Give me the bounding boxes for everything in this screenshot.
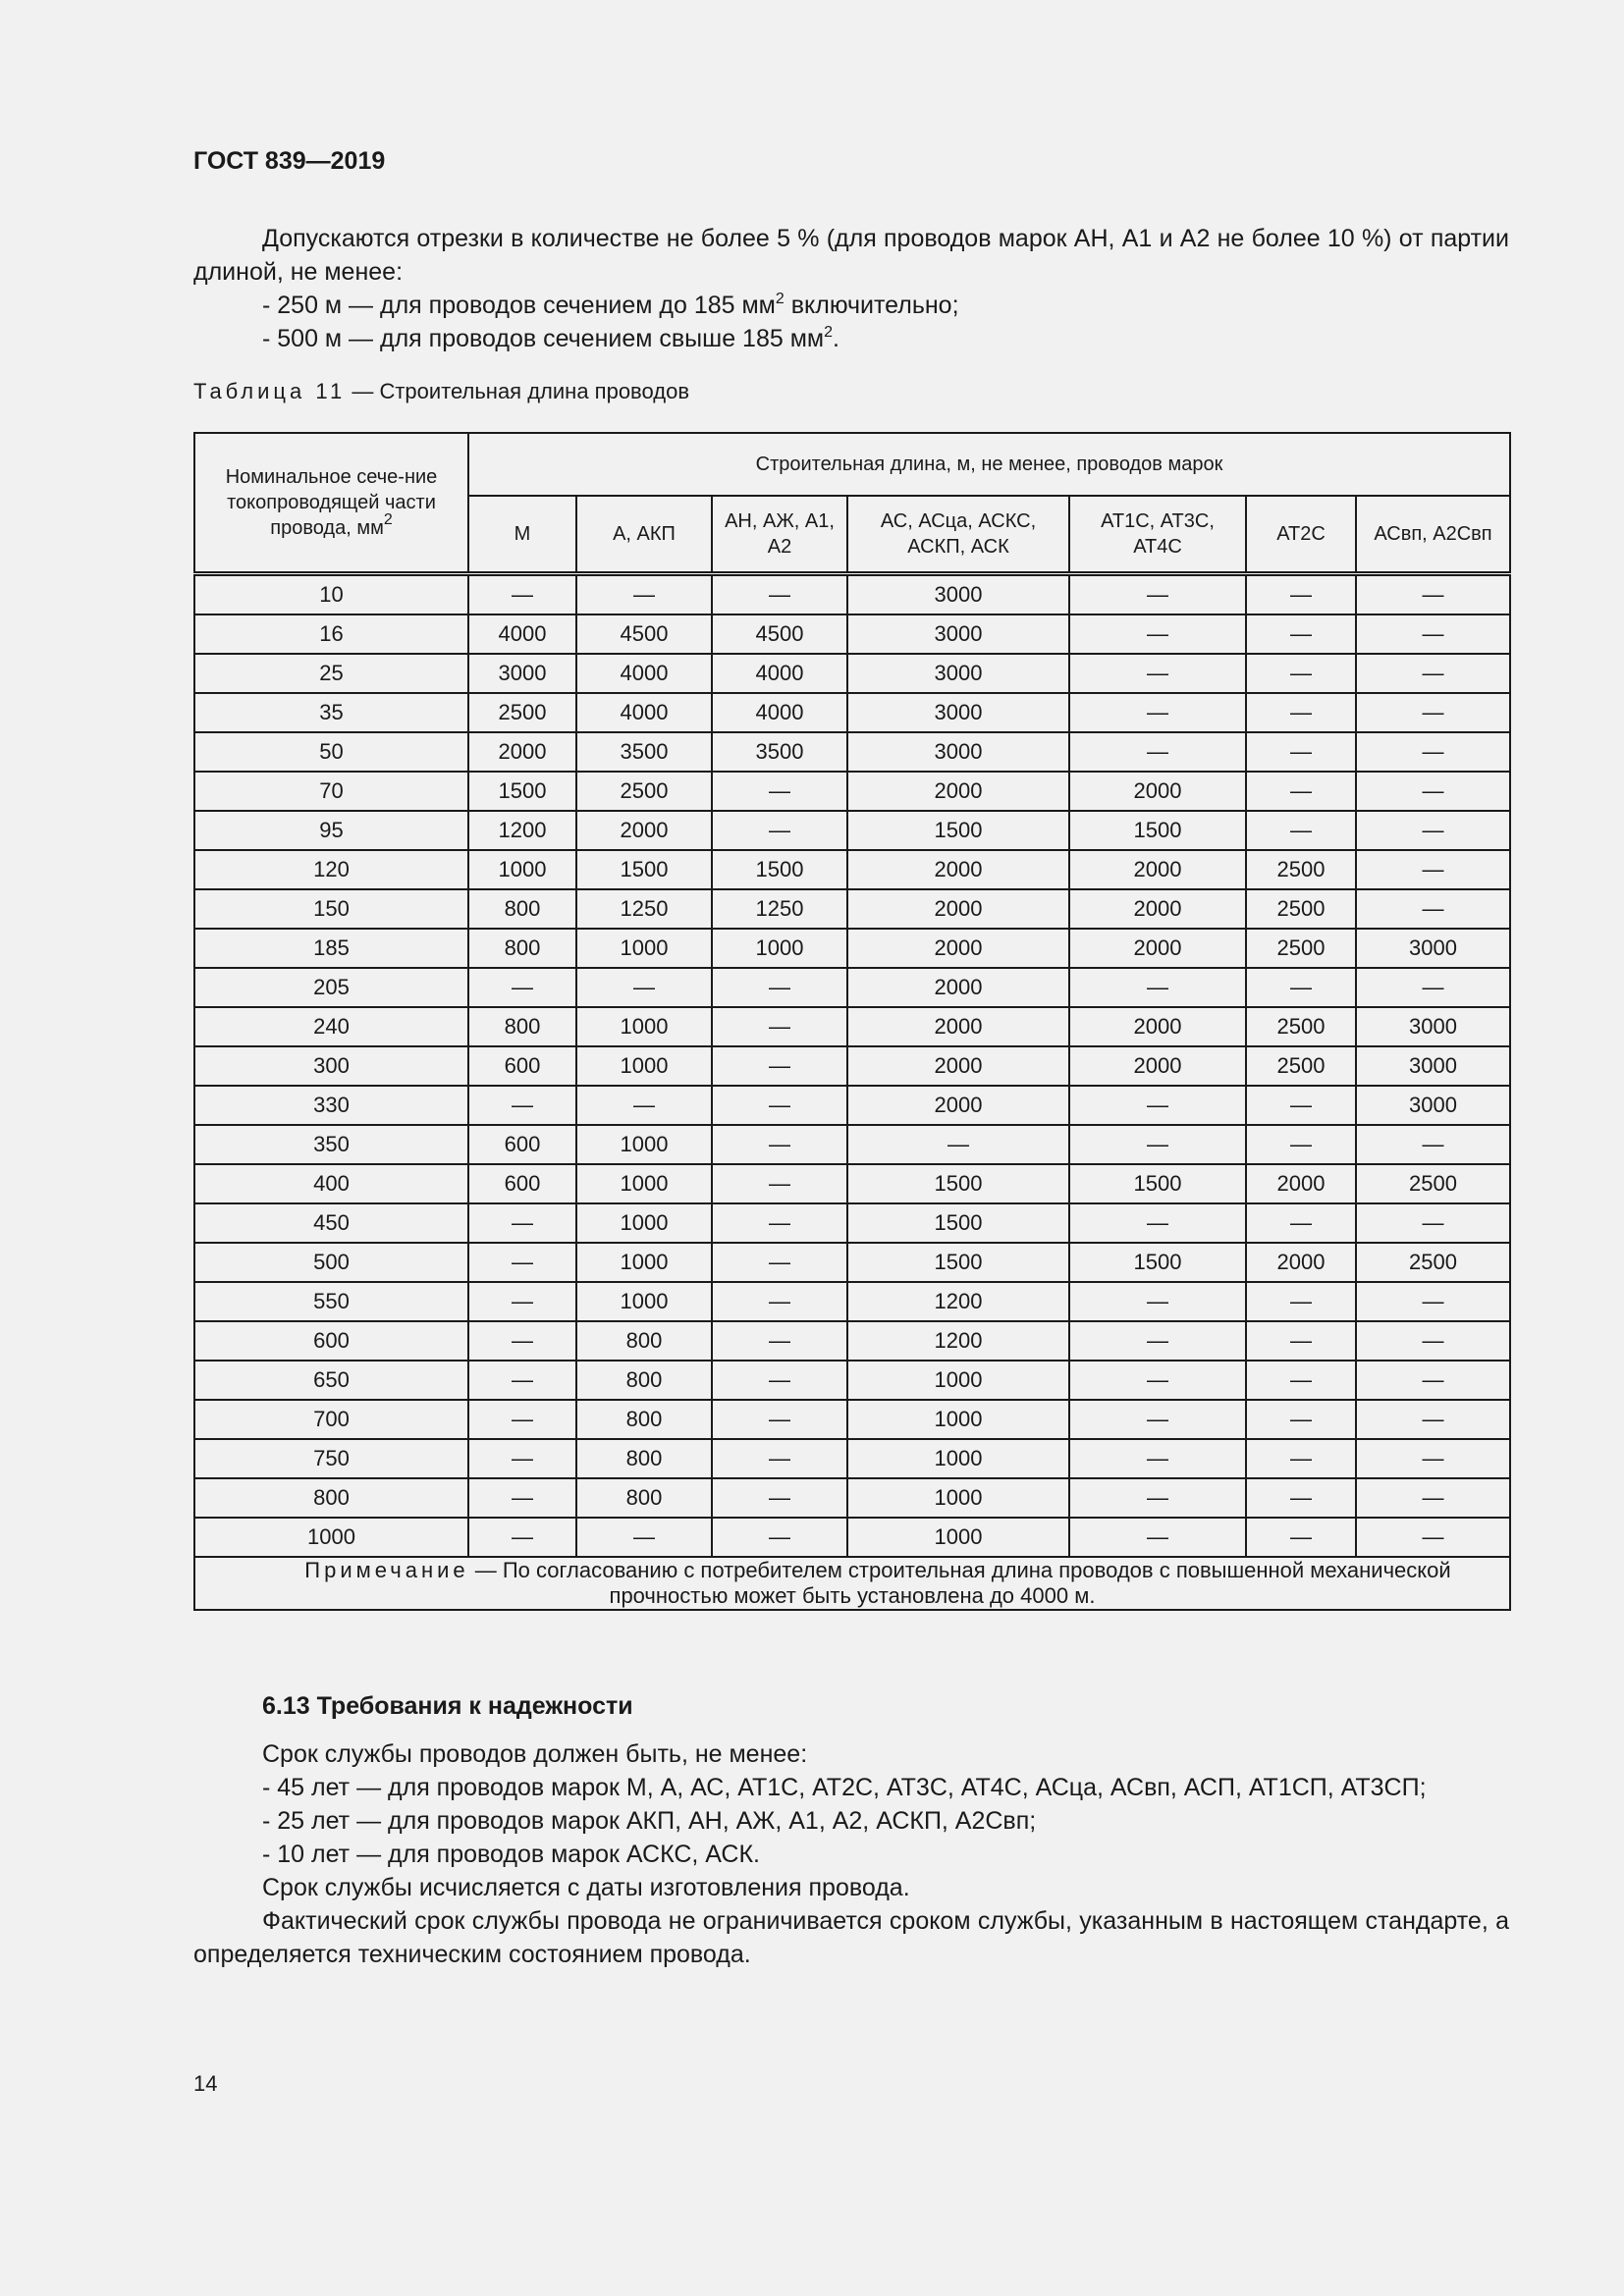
section-cell: 800 bbox=[194, 1478, 468, 1518]
length-cell: — bbox=[712, 1282, 847, 1321]
service-life-intro: Срок службы проводов должен быть, не менее: bbox=[262, 1740, 808, 1768]
length-cell: — bbox=[1246, 811, 1356, 850]
length-cell: 1200 bbox=[468, 811, 576, 850]
table-row bbox=[194, 1125, 1510, 1164]
length-cell: 2500 bbox=[1246, 889, 1356, 929]
table-row bbox=[194, 772, 1510, 811]
length-cell: 1500 bbox=[847, 1243, 1069, 1282]
length-cell: 1500 bbox=[847, 1164, 1069, 1203]
length-cell: — bbox=[1356, 614, 1510, 654]
length-cell: 1500 bbox=[847, 1203, 1069, 1243]
length-cell: — bbox=[1356, 732, 1510, 772]
intro-item-250 bbox=[193, 289, 1509, 322]
intro-block bbox=[193, 222, 1509, 355]
table-row bbox=[194, 1007, 1510, 1046]
section-cell: 240 bbox=[194, 1007, 468, 1046]
length-cell: 3000 bbox=[847, 614, 1069, 654]
length-cell: — bbox=[1356, 1321, 1510, 1361]
length-cell: 1500 bbox=[847, 811, 1069, 850]
length-cell: 3500 bbox=[576, 732, 712, 772]
section-cell: 300 bbox=[194, 1046, 468, 1086]
length-cell: 3000 bbox=[1356, 1086, 1510, 1125]
table-row bbox=[194, 693, 1510, 732]
length-cell: 3500 bbox=[712, 732, 847, 772]
length-cell: 800 bbox=[468, 889, 576, 929]
length-cell: 1000 bbox=[576, 1243, 712, 1282]
length-cell: — bbox=[1356, 1518, 1510, 1557]
column-header: АТ2С bbox=[1246, 496, 1356, 574]
intro-item-250-tail: включительно; bbox=[784, 292, 959, 319]
length-cell: — bbox=[1356, 1439, 1510, 1478]
length-cell: 1000 bbox=[847, 1400, 1069, 1439]
table-row bbox=[194, 1321, 1510, 1361]
length-cell: — bbox=[1069, 1125, 1246, 1164]
length-cell: — bbox=[1246, 654, 1356, 693]
length-cell: — bbox=[1356, 693, 1510, 732]
intro-item-500-text: - 500 м — для проводов сечением свыше 185 мм bbox=[262, 325, 825, 352]
length-cell: 1200 bbox=[847, 1321, 1069, 1361]
length-cell: 3000 bbox=[847, 693, 1069, 732]
length-cell: 2000 bbox=[1246, 1243, 1356, 1282]
length-cell: — bbox=[576, 968, 712, 1007]
length-cell: — bbox=[1069, 1086, 1246, 1125]
length-cell: — bbox=[1356, 1478, 1510, 1518]
superscript: 2 bbox=[824, 324, 833, 341]
table-caption bbox=[193, 379, 689, 404]
length-cell: — bbox=[468, 1361, 576, 1400]
length-cell: 1000 bbox=[468, 850, 576, 889]
length-cell: — bbox=[1246, 1400, 1356, 1439]
length-cell: 2500 bbox=[1356, 1164, 1510, 1203]
section-cell: 70 bbox=[194, 772, 468, 811]
length-cell: — bbox=[1246, 732, 1356, 772]
column-header: АН, АЖ, А1, А2 bbox=[712, 496, 847, 574]
length-cell: 3000 bbox=[1356, 929, 1510, 968]
table-row bbox=[194, 1282, 1510, 1321]
length-cell: 1500 bbox=[1069, 811, 1246, 850]
intro-paragraph: Допускаются отрезки в количестве не более 5 % (для проводов марок АН, А1 и А2 не более 10 %) от партии длиной, не менее: bbox=[193, 225, 1509, 286]
length-cell: — bbox=[1069, 693, 1246, 732]
length-cell: 2500 bbox=[1246, 929, 1356, 968]
length-cell: 2000 bbox=[1069, 1046, 1246, 1086]
length-cell: 800 bbox=[576, 1400, 712, 1439]
table-note-label: Примечание bbox=[304, 1558, 469, 1582]
length-cell: 2000 bbox=[847, 772, 1069, 811]
length-cell: 2000 bbox=[847, 889, 1069, 929]
length-cell: 4000 bbox=[468, 614, 576, 654]
construction-length-table bbox=[193, 432, 1511, 1611]
length-cell: — bbox=[468, 1282, 576, 1321]
length-cell: 2000 bbox=[847, 850, 1069, 889]
table-row bbox=[194, 850, 1510, 889]
length-cell: 1500 bbox=[576, 850, 712, 889]
length-cell: — bbox=[1246, 1086, 1356, 1125]
section-cell: 400 bbox=[194, 1164, 468, 1203]
length-cell: 1000 bbox=[576, 929, 712, 968]
document-code-header: ГОСТ 839—2019 bbox=[193, 147, 386, 175]
length-cell: — bbox=[1246, 1203, 1356, 1243]
section-cell: 600 bbox=[194, 1321, 468, 1361]
length-cell: 2000 bbox=[468, 732, 576, 772]
table-row bbox=[194, 732, 1510, 772]
length-cell: — bbox=[1246, 968, 1356, 1007]
length-cell: 1000 bbox=[576, 1282, 712, 1321]
length-cell: 1000 bbox=[576, 1046, 712, 1086]
length-cell: 800 bbox=[576, 1478, 712, 1518]
length-cell: 2000 bbox=[1069, 929, 1246, 968]
length-cell: 1500 bbox=[712, 850, 847, 889]
length-cell: 2500 bbox=[1246, 850, 1356, 889]
length-cell: 1000 bbox=[576, 1007, 712, 1046]
length-cell: — bbox=[712, 772, 847, 811]
table-caption-label: Таблица 11 bbox=[193, 379, 347, 403]
length-cell: — bbox=[468, 1439, 576, 1478]
table-note bbox=[194, 1557, 1510, 1610]
length-cell: — bbox=[1246, 1125, 1356, 1164]
length-cell: 3000 bbox=[847, 574, 1069, 615]
table-row bbox=[194, 889, 1510, 929]
table-row bbox=[194, 1243, 1510, 1282]
length-cell: 600 bbox=[468, 1164, 576, 1203]
length-cell: — bbox=[1069, 1400, 1246, 1439]
length-cell: — bbox=[468, 968, 576, 1007]
section-cell: 450 bbox=[194, 1203, 468, 1243]
length-cell: — bbox=[468, 1086, 576, 1125]
section-cell: 16 bbox=[194, 614, 468, 654]
length-cell: 1200 bbox=[847, 1282, 1069, 1321]
length-cell: 4500 bbox=[712, 614, 847, 654]
length-cell: 1250 bbox=[576, 889, 712, 929]
length-cell: — bbox=[1069, 574, 1246, 615]
length-cell: — bbox=[712, 1439, 847, 1478]
table-row bbox=[194, 968, 1510, 1007]
length-cell: 2000 bbox=[1069, 1007, 1246, 1046]
page-number: 14 bbox=[193, 2071, 218, 2096]
column-header: А, АКП bbox=[576, 496, 712, 574]
length-cell: — bbox=[1069, 1439, 1246, 1478]
service-life-start: Срок службы исчисляется с даты изготовления провода. bbox=[262, 1874, 910, 1901]
length-cell: — bbox=[1069, 1282, 1246, 1321]
length-cell: 1000 bbox=[847, 1439, 1069, 1478]
length-cell: — bbox=[1356, 850, 1510, 889]
length-cell: — bbox=[1356, 811, 1510, 850]
length-cell: — bbox=[712, 968, 847, 1007]
length-cell: 1000 bbox=[576, 1203, 712, 1243]
length-cell: — bbox=[1246, 1478, 1356, 1518]
column-header: АС, АСца, АСКС, АСКП, АСК bbox=[847, 496, 1069, 574]
length-cell: — bbox=[468, 1478, 576, 1518]
table-row bbox=[194, 1086, 1510, 1125]
length-cell: — bbox=[1246, 1518, 1356, 1557]
section-cell: 205 bbox=[194, 968, 468, 1007]
table-caption-text: — Строительная длина проводов bbox=[346, 379, 690, 403]
length-cell: — bbox=[468, 1400, 576, 1439]
length-cell: 1000 bbox=[576, 1125, 712, 1164]
length-cell: — bbox=[712, 1203, 847, 1243]
length-cell: — bbox=[1246, 772, 1356, 811]
table-row bbox=[194, 574, 1510, 615]
length-cell: — bbox=[1356, 1400, 1510, 1439]
length-cell: — bbox=[1246, 614, 1356, 654]
service-life-item-45: - 45 лет — для проводов марок М, А, АС, АТ1С, АТ2С, АТ3С, АТ4С, АСца, АСвп, АСП, АТ1СП, АТ3СП; bbox=[262, 1774, 1427, 1801]
service-life-item-25: - 25 лет — для проводов марок АКП, АН, АЖ, А1, А2, АСКП, А2Свп; bbox=[262, 1807, 1037, 1835]
length-cell: — bbox=[1356, 889, 1510, 929]
table-row bbox=[194, 1361, 1510, 1400]
length-cell: 2000 bbox=[1069, 850, 1246, 889]
length-cell: — bbox=[712, 1243, 847, 1282]
length-cell: 2000 bbox=[847, 1046, 1069, 1086]
length-cell: — bbox=[468, 1518, 576, 1557]
length-cell: — bbox=[1356, 772, 1510, 811]
length-cell: 4000 bbox=[576, 654, 712, 693]
length-cell: 1500 bbox=[1069, 1243, 1246, 1282]
length-cell: 600 bbox=[468, 1125, 576, 1164]
length-cell: 3000 bbox=[1356, 1007, 1510, 1046]
length-cell: 800 bbox=[576, 1361, 712, 1400]
length-cell: — bbox=[1356, 654, 1510, 693]
column-header-section bbox=[194, 433, 468, 574]
section-cell: 95 bbox=[194, 811, 468, 850]
table-row bbox=[194, 1203, 1510, 1243]
length-cell: 1000 bbox=[847, 1478, 1069, 1518]
length-cell: — bbox=[1246, 1321, 1356, 1361]
length-cell: 2000 bbox=[847, 968, 1069, 1007]
length-cell: — bbox=[1069, 968, 1246, 1007]
length-cell: 1500 bbox=[1069, 1164, 1246, 1203]
section-cell: 120 bbox=[194, 850, 468, 889]
section-cell: 150 bbox=[194, 889, 468, 929]
intro-item-250-text: - 250 м — для проводов сечением до 185 мм bbox=[262, 292, 776, 319]
length-cell: 2000 bbox=[1069, 772, 1246, 811]
column-header-section-text: Номинальное сече-ние токопроводящей части провода, мм bbox=[225, 466, 438, 539]
length-cell: 2500 bbox=[1246, 1046, 1356, 1086]
section-cell: 35 bbox=[194, 693, 468, 732]
length-cell: — bbox=[1356, 1203, 1510, 1243]
length-cell: 1000 bbox=[847, 1518, 1069, 1557]
length-cell: 1250 bbox=[712, 889, 847, 929]
section-cell: 550 bbox=[194, 1282, 468, 1321]
length-cell: — bbox=[468, 574, 576, 615]
length-cell: — bbox=[1246, 693, 1356, 732]
table-row bbox=[194, 929, 1510, 968]
length-cell: — bbox=[1246, 1361, 1356, 1400]
section-cell: 750 bbox=[194, 1439, 468, 1478]
length-cell: — bbox=[712, 1164, 847, 1203]
length-cell: — bbox=[1356, 574, 1510, 615]
section-cell: 350 bbox=[194, 1125, 468, 1164]
length-cell: 4000 bbox=[712, 654, 847, 693]
length-cell: 2000 bbox=[576, 811, 712, 850]
section-title: 6.13 Требования к надежности bbox=[262, 1692, 633, 1720]
length-cell: — bbox=[576, 1518, 712, 1557]
length-cell: 2000 bbox=[1246, 1164, 1356, 1203]
length-cell: — bbox=[1246, 1282, 1356, 1321]
length-cell: — bbox=[1069, 1203, 1246, 1243]
length-cell: — bbox=[1246, 1439, 1356, 1478]
section-cell: 10 bbox=[194, 574, 468, 615]
intro-item-500 bbox=[193, 322, 1509, 355]
length-cell: 2500 bbox=[468, 693, 576, 732]
length-cell: — bbox=[712, 1478, 847, 1518]
table-row bbox=[194, 1518, 1510, 1557]
length-cell: 2000 bbox=[847, 1086, 1069, 1125]
length-cell: 4000 bbox=[712, 693, 847, 732]
length-cell: — bbox=[1069, 1518, 1246, 1557]
length-cell: 3000 bbox=[847, 732, 1069, 772]
table-row bbox=[194, 1046, 1510, 1086]
length-cell: 2500 bbox=[1356, 1243, 1510, 1282]
length-cell: 2000 bbox=[847, 929, 1069, 968]
section-cell: 700 bbox=[194, 1400, 468, 1439]
superscript: 2 bbox=[775, 291, 785, 307]
length-cell: 1000 bbox=[712, 929, 847, 968]
length-cell: — bbox=[1356, 1361, 1510, 1400]
table-row bbox=[194, 1400, 1510, 1439]
length-cell: 1500 bbox=[468, 772, 576, 811]
section-cell: 650 bbox=[194, 1361, 468, 1400]
length-cell: 1000 bbox=[847, 1361, 1069, 1400]
length-cell: 2500 bbox=[576, 772, 712, 811]
length-cell: 4500 bbox=[576, 614, 712, 654]
length-cell: 4000 bbox=[576, 693, 712, 732]
length-cell: — bbox=[468, 1321, 576, 1361]
table-row bbox=[194, 1478, 1510, 1518]
length-cell: 2500 bbox=[1246, 1007, 1356, 1046]
service-life-item-10: - 10 лет — для проводов марок АСКС, АСК. bbox=[262, 1841, 760, 1868]
table-row bbox=[194, 654, 1510, 693]
length-cell: — bbox=[1356, 968, 1510, 1007]
length-cell: — bbox=[712, 1321, 847, 1361]
length-cell: — bbox=[712, 1007, 847, 1046]
length-cell: — bbox=[1246, 574, 1356, 615]
length-cell: — bbox=[847, 1125, 1069, 1164]
length-cell: — bbox=[1069, 654, 1246, 693]
column-header: АСвп, А2Свп bbox=[1356, 496, 1510, 574]
length-cell: — bbox=[712, 574, 847, 615]
length-cell: 800 bbox=[576, 1439, 712, 1478]
length-cell: — bbox=[1356, 1125, 1510, 1164]
table-note-text: — По согласованию с потребителем строительная длина проводов с повышенной механической прочностью может быть установлена до 4000 м. bbox=[468, 1558, 1451, 1608]
superscript: 2 bbox=[383, 511, 393, 528]
reliability-section-body bbox=[193, 1737, 1509, 1971]
service-life-actual: Фактический срок службы провода не ограничивается сроком службы, указанным в настоящем стандарте, а определяется техническим состоянием провода. bbox=[193, 1907, 1509, 1968]
length-cell: — bbox=[1069, 1321, 1246, 1361]
table-row bbox=[194, 1164, 1510, 1203]
section-cell: 25 bbox=[194, 654, 468, 693]
length-cell: 1000 bbox=[576, 1164, 712, 1203]
length-cell: 3000 bbox=[1356, 1046, 1510, 1086]
length-cell: — bbox=[1069, 614, 1246, 654]
length-cell: 800 bbox=[468, 1007, 576, 1046]
intro-item-500-tail: . bbox=[833, 325, 839, 352]
length-cell: — bbox=[712, 1086, 847, 1125]
length-cell: — bbox=[468, 1203, 576, 1243]
table-row bbox=[194, 1439, 1510, 1478]
length-cell: — bbox=[712, 1400, 847, 1439]
table-row bbox=[194, 811, 1510, 850]
length-cell: — bbox=[576, 574, 712, 615]
table-row bbox=[194, 614, 1510, 654]
length-cell: — bbox=[1069, 732, 1246, 772]
length-cell: — bbox=[576, 1086, 712, 1125]
length-cell: 3000 bbox=[468, 654, 576, 693]
length-cell: — bbox=[1069, 1361, 1246, 1400]
length-cell: — bbox=[468, 1243, 576, 1282]
column-header: АТ1С, АТ3С, АТ4С bbox=[1069, 496, 1246, 574]
length-cell: — bbox=[1069, 1478, 1246, 1518]
length-cell: 2000 bbox=[847, 1007, 1069, 1046]
section-cell: 330 bbox=[194, 1086, 468, 1125]
column-header: М bbox=[468, 496, 576, 574]
length-cell: 3000 bbox=[847, 654, 1069, 693]
section-cell: 500 bbox=[194, 1243, 468, 1282]
length-cell: 2000 bbox=[1069, 889, 1246, 929]
section-cell: 185 bbox=[194, 929, 468, 968]
length-cell: — bbox=[712, 1518, 847, 1557]
length-cell: 600 bbox=[468, 1046, 576, 1086]
length-cell: — bbox=[1356, 1282, 1510, 1321]
section-cell: 1000 bbox=[194, 1518, 468, 1557]
column-group-header: Строительная длина, м, не менее, проводов марок bbox=[468, 433, 1510, 496]
length-cell: — bbox=[712, 811, 847, 850]
section-cell: 50 bbox=[194, 732, 468, 772]
length-cell: — bbox=[712, 1046, 847, 1086]
length-cell: — bbox=[712, 1361, 847, 1400]
length-cell: 800 bbox=[576, 1321, 712, 1361]
length-cell: 800 bbox=[468, 929, 576, 968]
length-cell: — bbox=[712, 1125, 847, 1164]
